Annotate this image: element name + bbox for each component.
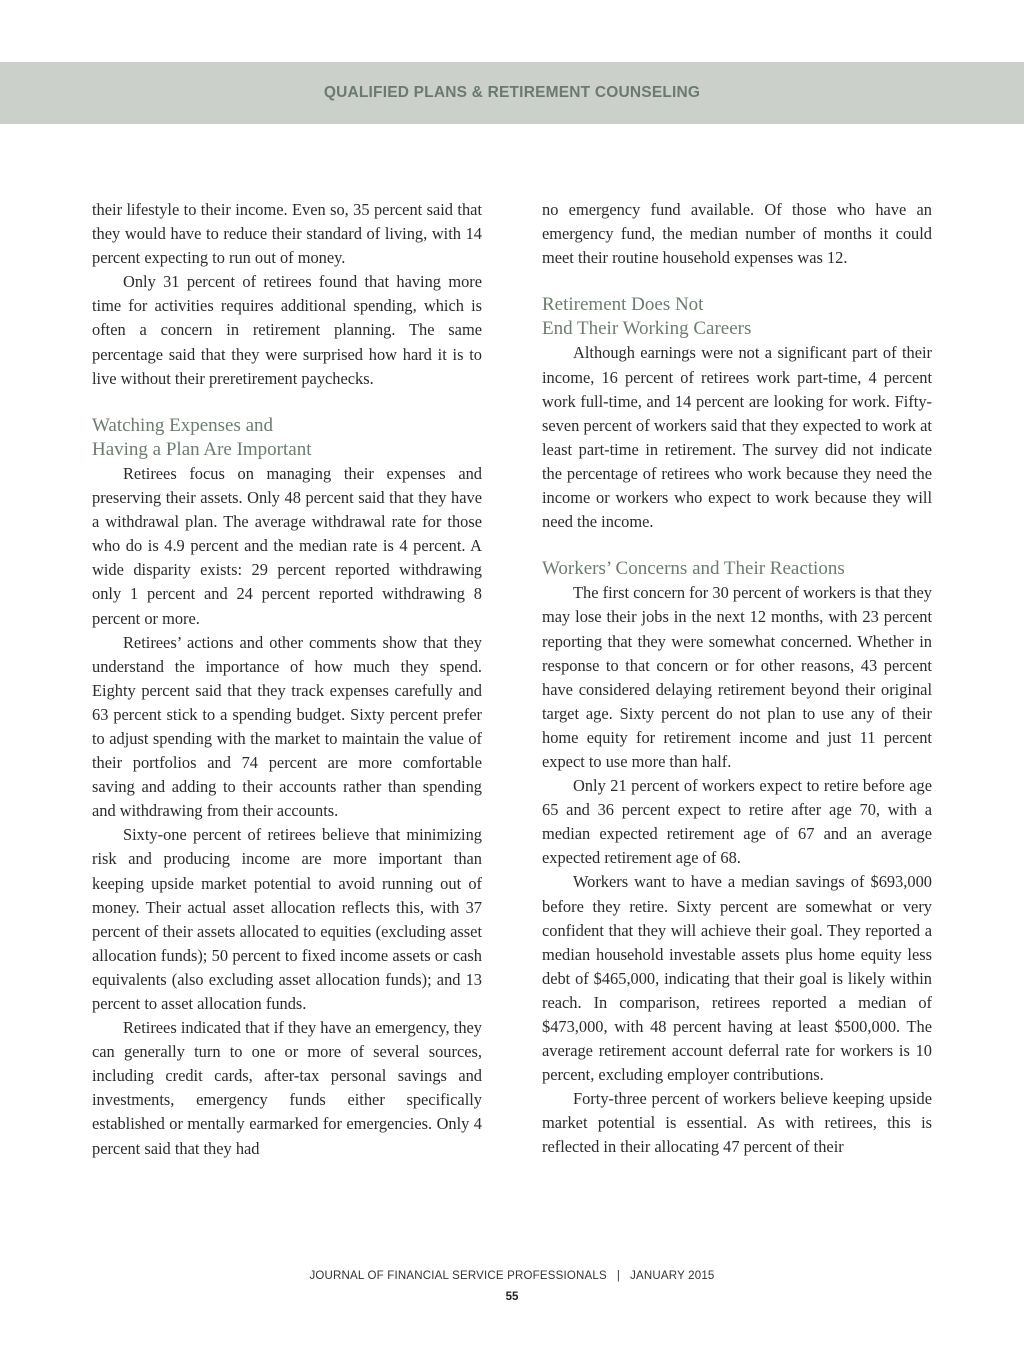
section-heading-line: Having a Plan Are Important xyxy=(92,438,312,460)
paragraph: Sixty-one percent of retirees believe that minimizing risk and producing income are more important than keeping upside market potential to avoid running out of money. Their actual asset allocation reflects this, with 37 percent of their assets allocated to equities (excluding asset allocation funds); 50 percent to fixed income assets or cash equivalents (also excluding asset allocation funds); and 13 percent to asset allocation funds. xyxy=(92,825,482,1013)
section-title: QUALIFIED PLANS & RETIREMENT COUNSELING xyxy=(323,84,701,101)
paragraph: Retirees focus on managing their expenses and preserving their assets. Only 48 percent said that they have a withdrawal plan. The average withdrawal rate for those who do is 4.9 percent and the median rate is 4 percent. A wide disparity exists: 29 percent reported withdrawing only 1 percent and 24 percent reported withdrawing 8 percent or more. xyxy=(92,463,482,628)
journal-name: JOURNAL OF FINANCIAL SERVICE PROFESSIONALS xyxy=(309,1270,607,1282)
left-column xyxy=(92,198,482,1161)
paragraph: Retirees indicated that if they have an emergency, they can generally turn to one or more of several sources, including credit cards, after-tax personal savings and investments, emergency funds either specifically established or mentally earmarked for emergencies. Only 4 percent said that they had xyxy=(92,1018,482,1158)
paragraph: Retirees’ actions and other comments show that they understand the importance of how much they spend. Eighty percent said that they track expenses carefully and 63 percent stick to a spending budget. Sixty percent prefer to adjust spending with the market to maintain the value of their portfolios and 74 percent are more comfortable saving and adding to their accounts rather than spending and withdrawing from their accounts. xyxy=(92,632,482,821)
footer-journal-line xyxy=(0,1270,1024,1282)
paragraph: Workers want to have a median savings of $693,000 before they retire. Sixty percent are somewhat or very confident that they will achieve their goal. They reported a median household investable assets plus home equity less debt of $465,000, indicating that their goal is likely within reach. In comparison, retirees reported a median of $473,000, with 48 percent having at least $500,000. The average retirement account deferral rate for workers is 10 percent, excluding employer contributions. xyxy=(542,872,932,1085)
issue-date: JANUARY 2015 xyxy=(630,1270,715,1282)
paragraph: Only 31 percent of retirees found that having more time for activities requires additional spending, which is often a concern in retirement planning. The same percentage said that they were surprised how hard it is to live without their preretirement paychecks. xyxy=(92,272,482,388)
right-column xyxy=(542,198,932,1160)
paragraph: Only 21 percent of workers expect to retire before age 65 and 36 percent expect to retire after age 70, with a median expected retirement age of 67 and an average expected retirement age of 68. xyxy=(542,776,932,868)
paragraph: their lifestyle to their income. Even so, 35 percent said that they would have to reduce their standard of living, with 14 percent expecting to run out of money. xyxy=(92,200,482,268)
section-heading-line: Watching Expenses and xyxy=(92,414,274,436)
paragraph: no emergency fund available. Of those who have an emergency fund, the median number of months it could meet their routine household expenses was 12. xyxy=(542,200,932,268)
footer-separator: | xyxy=(616,1270,621,1282)
page-number: 55 xyxy=(505,1291,519,1303)
paragraph: The first concern for 30 percent of workers is that they may lose their jobs in the next 12 months, with 23 percent reporting that they were somewhat concerned. Whether in response to that concern or for other reasons, 43 percent have considered delaying retirement beyond their original target age. Sixty percent do not plan to use any of their home equity for retirement income and just 11 percent expect to use more than half. xyxy=(542,583,932,771)
section-heading: Workers’ Concerns and Their Reactions xyxy=(542,558,845,580)
paragraph: Forty-three percent of workers believe keeping upside market potential is essential. As with retirees, this is reflected in their allocating 47 percent of their xyxy=(542,1089,932,1157)
section-heading-line: Retirement Does Not xyxy=(542,294,704,316)
paragraph: Although earnings were not a significant part of their income, 16 percent of retirees work part-time, 4 percent work full-time, and 14 percent are looking for work. Fifty-seven percent of workers said that they expected to work at least part-time in retirement. The survey did not indicate the percentage of retirees who work because they need the income or workers who expect to work because they will need the income. xyxy=(542,343,932,532)
section-heading-line: End Their Working Careers xyxy=(542,318,752,340)
